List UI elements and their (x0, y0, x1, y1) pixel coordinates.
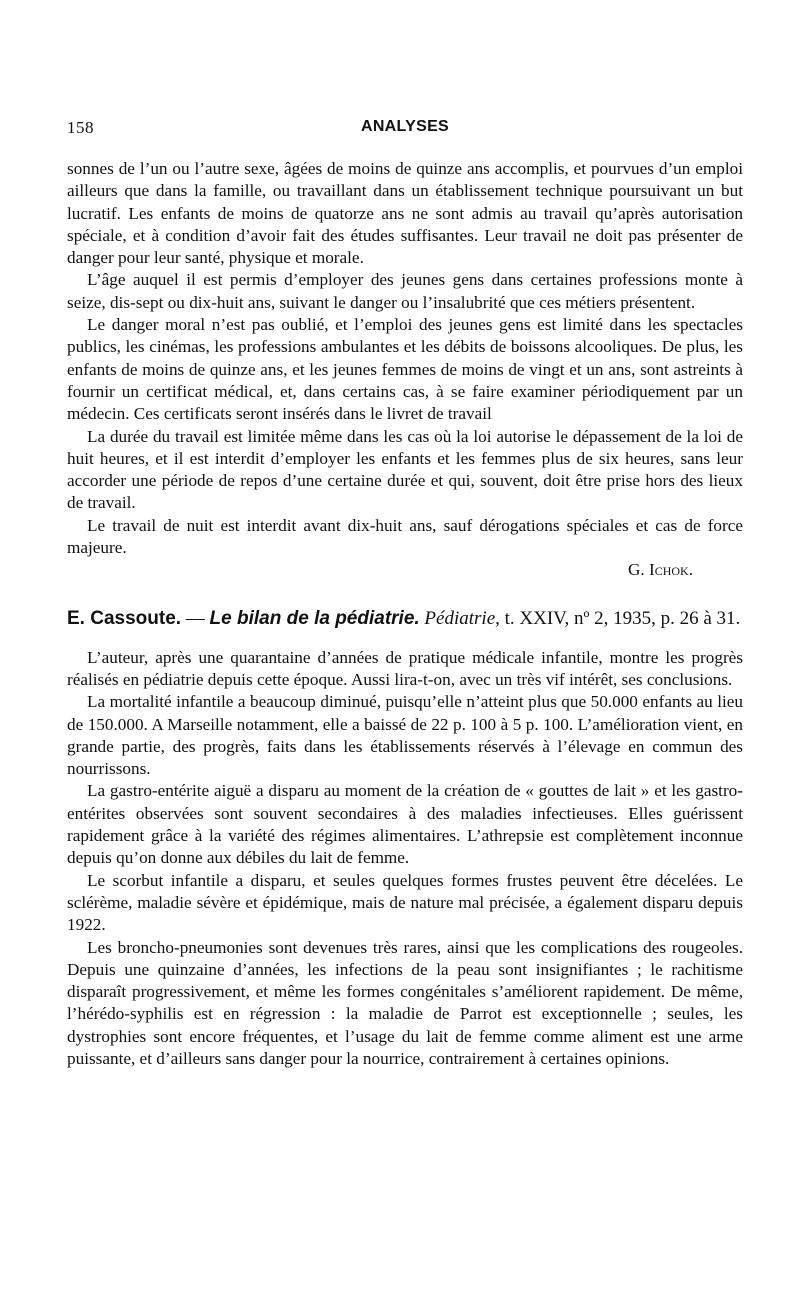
previous-review (67, 158, 743, 582)
document-page (67, 118, 743, 1070)
entry-author: E. Cassoute. (67, 607, 182, 629)
entry-work-title: Le bilan de la pédiatrie. (209, 607, 420, 629)
paragraph: L’auteur, après une quarantaine d’années de pratique médicale infantile, montre les progrès réalisés en pédiatrie depuis cette époque. Aussi lira-t-on, avec un très vif intérêt, ses conclusions. (67, 647, 743, 689)
reviewer-signature: G. Ichok. (627, 560, 693, 580)
running-header (67, 118, 743, 144)
paragraph: Les broncho-pneumonies sont devenues très rares, ainsi que les complications des rougeoles. Depuis une quinzaine d’années, les infections de la peau sont insignifiantes ; le rachitisme disparaît progressivement, et même les formes congénitales s’améliorent rapidement. De même, l’hérédo-syphilis est en régression : la maladie de Parrot est exceptionnelle ; seules, les dystrophies sont encore fréquentes, et l’usage du lait de femme comme aliment est une arme puissante, et d’ailleurs sans danger pour la nourrice, contrairement à certaines opinions. (67, 937, 743, 1068)
paragraph: Le danger moral n’est pas oublié, et l’emploi des jeunes gens est limité dans les spectacles publics, les cinémas, les professions ambulantes et les débits de boissons alcooliques. De plus, les enfants de moins de quinze ans, et les jeunes femmes de moins de vingt et un ans, sont astreints à fournir un certificat médical, et, dans certains cas, à se faire examiner périodiquement par un médecin. Ces certificats seront insérés dans le livret de travail (67, 315, 743, 424)
signoff-line (67, 559, 743, 581)
paragraph: Le scorbut infantile a disparu, et seules quelques formes frustes peuvent être décelées. Le sclérème, maladie sévère et épidémique, mais de nature mal précisée, a également disparu depuis 1922. (67, 870, 743, 935)
entry-dash: — (181, 607, 210, 629)
paragraph: La mortalité infantile a beaucoup diminué, puisqu’elle n’atteint plus que 50.000 enfants au lieu de 150.000. A Marseille notamment, elle a baissé de 22 p. 100 à 5 p. 100. L’amélioration vient, en grande partie, des progrès, faits dans les établissements réservés à l’élevage en commun des nourrissons. (67, 692, 743, 779)
review-body (67, 647, 743, 1071)
entry-journal: Pédiatrie, (424, 607, 500, 629)
paragraph-last (67, 515, 743, 560)
running-title: ANALYSES (360, 118, 450, 135)
entry-citation: t. XXIV, nº 2, 1935, p. 26 à 31. (499, 607, 741, 629)
entry-heading (67, 606, 743, 631)
closing-sentence: Le travail de nuit est interdit avant dix-huit ans, sauf dérogations spéciales et cas de force majeure. (67, 515, 743, 558)
paragraph: La gastro-entérite aiguë a disparu au moment de la création de « gouttes de lait » et les gastro-entérites observées sont souvent secondaires à des maladies infectieuses. Elles guérissent rapidement grâce à la variété des régimes alimentaires. L’athrepsie est complètement inconnue depuis qu’on donne aux débiles du lait de femme. (67, 781, 743, 868)
page-number: 158 (67, 118, 94, 137)
paragraph: sonnes de l’un ou l’autre sexe, âgées de moins de quinze ans accomplis, et pourvues d’un emploi ailleurs que dans la famille, ou travaillant dans un établissement technique poursuivant un but lucratif. Les enfants de moins de quatorze ans ne sont admis au travail qu’après autorisation spéciale, et à condition d’avoir fait des études suffisantes. Leur travail ne doit pas présenter de danger pour leur santé, physique et morale. (67, 159, 743, 268)
paragraph: La durée du travail est limitée même dans les cas où la loi autorise le dépassement de la loi de huit heures, et il est interdit d’employer les enfants et les femmes plus de six heures, sans leur accorder une période de repos d’une certaine durée et qui, souvent, doit être prise hors des lieux de travail. (67, 426, 743, 513)
paragraph: L’âge auquel il est permis d’employer des jeunes gens dans certaines professions monte à seize, dis-sept ou dix-huit ans, suivant le danger ou l’insalubrité que ces métiers présentent. (67, 270, 743, 312)
